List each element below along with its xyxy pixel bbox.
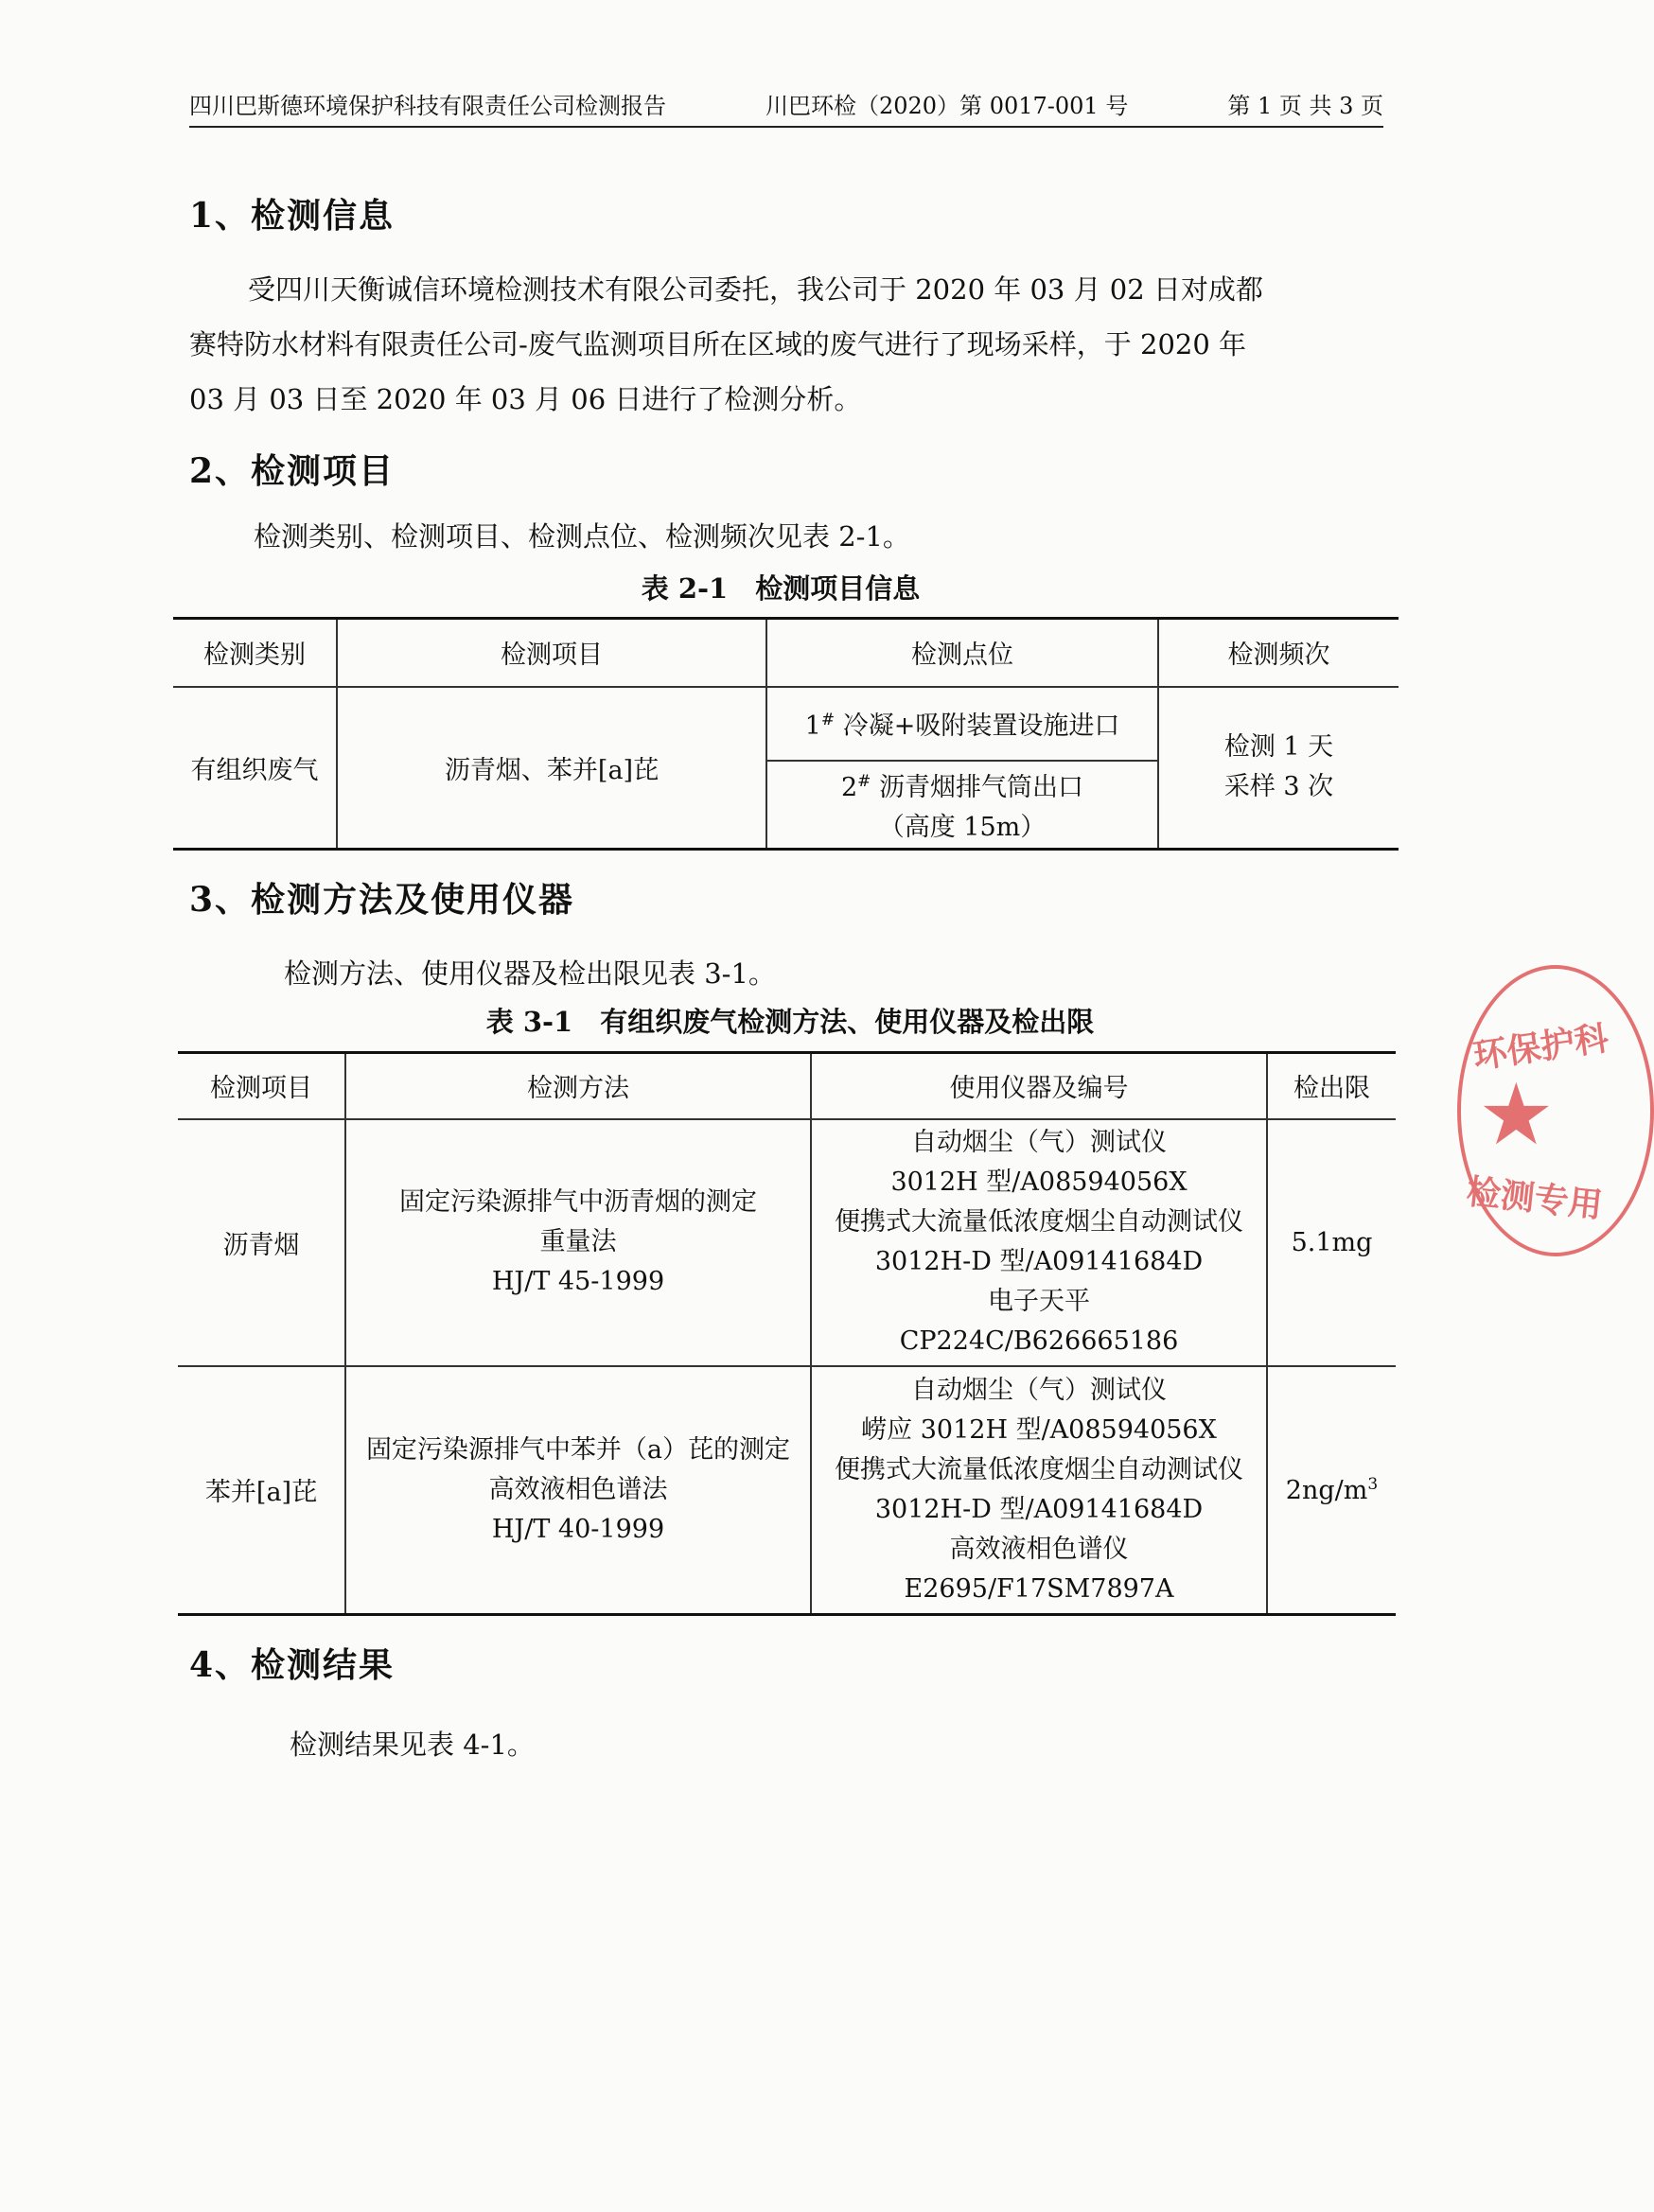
company-report-title: 四川巴斯德环境保护科技有限责任公司检测报告 <box>189 93 666 119</box>
page-indicator: 第 1 页 共 3 页 <box>1227 93 1383 119</box>
t31-instruments-1: 自动烟尘（气）测试仪 3012H 型/A08594056X 便携式大流量低浓度烟尘自动测试仪 3012H-D 型/A09141684D 电子天平 CP224C/B626665186 <box>811 1119 1267 1366</box>
t31-instruments-2: 自动烟尘（气）测试仪 崂应 3012H 型/A08594056X 便携式大流量低浓度烟尘自动测试仪 3012H-D 型/A09141684D 高效液相色谱仪 E2695/F17SM7897A <box>811 1366 1267 1615</box>
t31-limit-2: $2ng/m^3$ <box>1267 1366 1396 1615</box>
table-3-1-caption: 表 3-1 有组织废气检测方法、使用仪器及检出限 <box>485 1006 1095 1038</box>
page-header <box>189 87 1383 128</box>
section-4-title: 4、检测结果 <box>189 1645 396 1685</box>
t21-point-1: 1# 冷凝+吸附装置设施进口 <box>766 687 1158 761</box>
section-3-title: 3、检测方法及使用仪器 <box>189 880 575 920</box>
t31-header-instruments: 使用仪器及编号 <box>811 1053 1267 1119</box>
t31-item-2: 苯并[a]芘 <box>178 1366 345 1615</box>
section-1-line-1: 受四川天衡诚信环境检测技术有限公司委托，我公司于 2020 年 03 月 02 日对成都 <box>248 273 1263 306</box>
t31-header-item: 检测项目 <box>178 1053 345 1119</box>
table-2-1-caption: 表 2-1 检测项目信息 <box>641 572 921 605</box>
t21-items: 沥青烟、苯并[a]芘 <box>337 687 766 850</box>
t31-method-1: 固定污染源排气中沥青烟的测定 重量法 HJ/T 45-1999 <box>345 1119 811 1366</box>
seal-top-text: 环保护科 <box>1470 1018 1611 1077</box>
section-1-line-2: 赛特防水材料有限责任公司-废气监测项目所在区域的废气进行了现场采样，于 2020 年 <box>189 328 1247 360</box>
section-4-text: 检测结果见表 4-1。 <box>290 1729 535 1761</box>
section-2-text: 检测类别、检测项目、检测点位、检测频次见表 2-1。 <box>254 520 910 553</box>
t21-header-frequency: 检测频次 <box>1158 619 1399 687</box>
section-1-line-3: 03 月 03 日至 2020 年 03 月 06 日进行了检测分析。 <box>189 383 862 415</box>
section-2-title: 2、检测项目 <box>189 451 396 491</box>
t21-category: 有组织废气 <box>173 687 337 850</box>
section-1-title: 1、检测信息 <box>189 196 396 236</box>
t31-header-limit: 检出限 <box>1267 1053 1396 1119</box>
t21-header-point: 检测点位 <box>766 619 1158 687</box>
t21-header-item: 检测项目 <box>337 619 766 687</box>
t31-item-1: 沥青烟 <box>178 1119 345 1366</box>
section-3-text: 检测方法、使用仪器及检出限见表 3-1。 <box>284 957 776 990</box>
table-2-1 <box>173 617 1399 851</box>
table-row <box>178 1366 1396 1615</box>
table-row <box>178 1119 1396 1366</box>
report-number: 川巴环检（2020）第 0017-001 号 <box>765 93 1129 119</box>
t21-point-2: 2# 沥青烟排气筒出口 （高度 15m） <box>766 761 1158 850</box>
t31-limit-1: 5.1mg <box>1267 1119 1396 1366</box>
star-icon: ★ <box>1478 1065 1555 1165</box>
seal-bottom-text: 检测专用 <box>1464 1171 1605 1226</box>
t31-header-method: 检测方法 <box>345 1053 811 1119</box>
t31-method-2: 固定污染源排气中苯并（a）芘的测定 高效液相色谱法 HJ/T 40-1999 <box>345 1366 811 1615</box>
table-3-1 <box>178 1051 1396 1616</box>
company-seal <box>1457 965 1654 1256</box>
t21-frequency: 检测 1 天 采样 3 次 <box>1158 687 1399 850</box>
t21-header-category: 检测类别 <box>173 619 337 687</box>
